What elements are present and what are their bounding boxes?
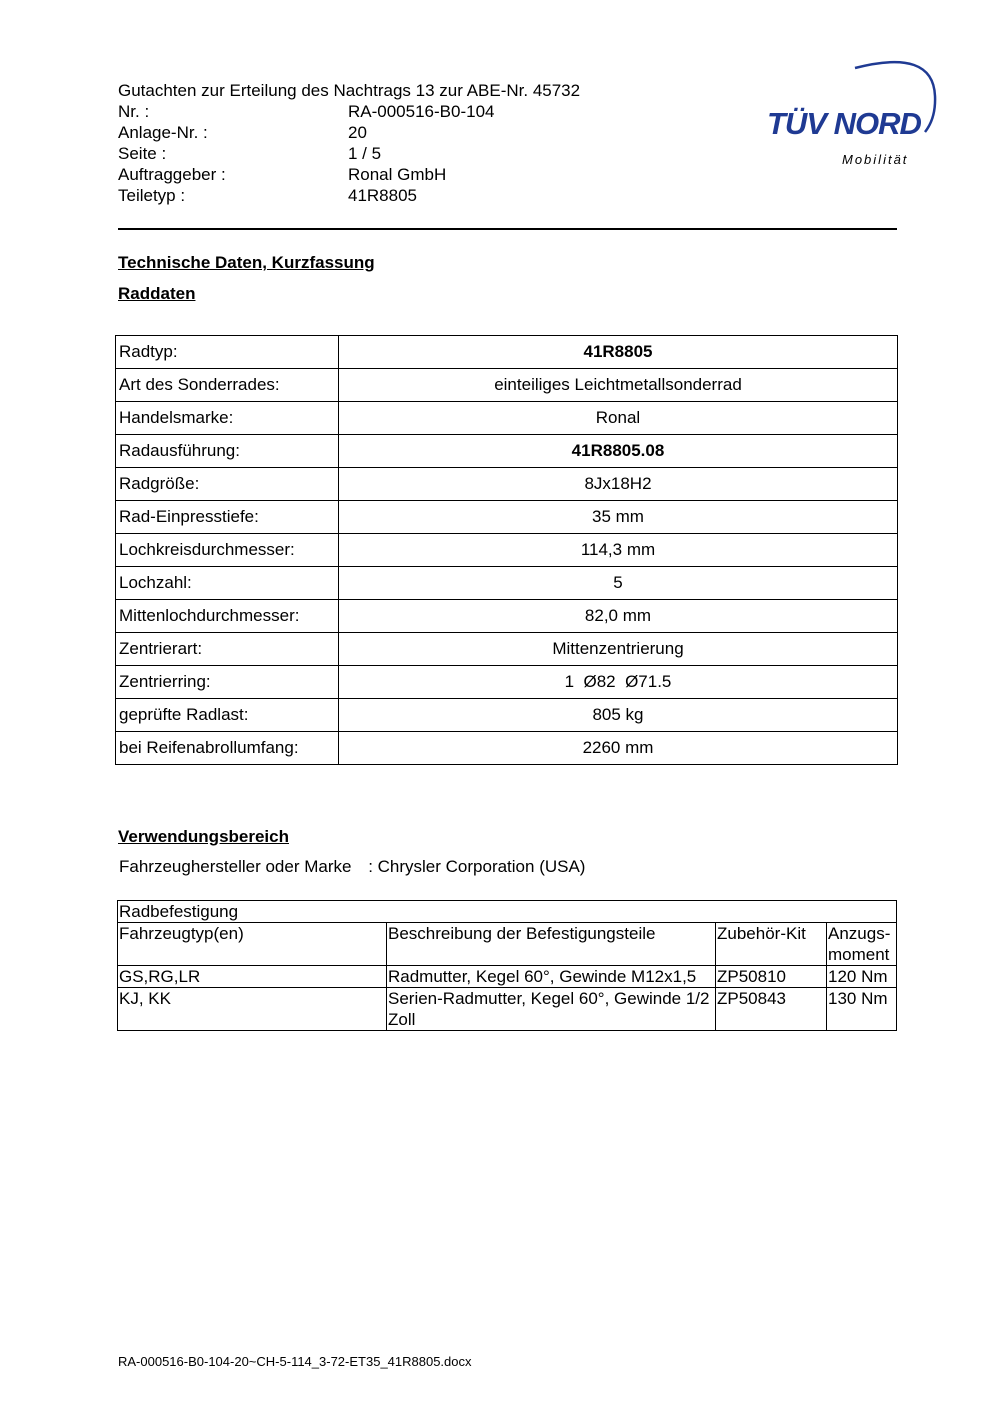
table-cell: ZP50810 (716, 966, 827, 988)
row-label: Radausführung: (116, 435, 339, 468)
row-label: Radtyp: (116, 336, 339, 369)
row-label: Lochzahl: (116, 567, 339, 600)
table-header-row (118, 923, 897, 966)
table-row (116, 600, 898, 633)
header-value: 41R8805 (348, 186, 418, 205)
table-title-row (118, 901, 897, 923)
column-header: Beschreibung der Befestigungsteile (387, 923, 716, 966)
raddaten-table (115, 335, 898, 765)
row-label: Radgröße: (116, 468, 339, 501)
section-title-raddaten: Raddaten (118, 284, 196, 303)
header-value: 20 (348, 123, 367, 142)
table-cell: 120 Nm (827, 966, 897, 988)
row-value: 5 (339, 567, 898, 600)
row-label: Mittenlochdurchmesser: (116, 600, 339, 633)
header-field-nr (118, 101, 495, 122)
table-cell: Radmutter, Kegel 60°, Gewinde M12x1,5 (387, 966, 716, 988)
header-value: RA-000516-B0-104 (348, 102, 495, 121)
row-value: 35 mm (339, 501, 898, 534)
header-field-seite (118, 143, 382, 164)
table-cell: ZP50843 (716, 988, 827, 1031)
row-value: Mittenzentrierung (339, 633, 898, 666)
column-header: Zubehör-Kit (716, 923, 827, 966)
header-label: Auftraggeber : (118, 165, 226, 184)
table-row (116, 534, 898, 567)
table-row (116, 501, 898, 534)
row-label: Zentrierring: (116, 666, 339, 699)
section-title-verwendungsbereich: Verwendungsbereich (118, 827, 289, 846)
row-label: Rad-Einpresstiefe: (116, 501, 339, 534)
table-row (116, 369, 898, 402)
row-value: 805 kg (339, 699, 898, 732)
row-value: 41R8805.08 (339, 435, 898, 468)
header-field-teiletyp (118, 185, 418, 206)
section-title-technische-daten: Technische Daten, Kurzfassung (118, 253, 375, 272)
logo-brand: TÜV NORD (767, 106, 921, 141)
table-row (116, 435, 898, 468)
header-label: Seite : (118, 144, 167, 163)
table-row (116, 732, 898, 765)
table-row (116, 402, 898, 435)
header-label: Anlage-Nr. : (118, 123, 208, 142)
document-title: Gutachten zur Erteilung des Nachtrags 13 zur ABE-Nr. 45732 (118, 81, 581, 100)
table-row (118, 988, 897, 1031)
table-row (116, 336, 898, 369)
tuv-nord-logo (763, 56, 943, 171)
row-value: 8Jx18H2 (339, 468, 898, 501)
row-value: 2260 mm (339, 732, 898, 765)
header-label: Teiletyp : (118, 186, 186, 205)
table-cell: 130 Nm (827, 988, 897, 1031)
row-value: 114,3 mm (339, 534, 898, 567)
row-label: Handelsmarke: (116, 402, 339, 435)
header-label: Nr. : (118, 102, 150, 121)
usage-line (118, 857, 585, 877)
radbefestigung-table (117, 900, 897, 1031)
row-value: Ronal (339, 402, 898, 435)
header-value: 1 / 5 (348, 144, 382, 163)
table-row (116, 633, 898, 666)
row-label: bei Reifenabrollumfang: (116, 732, 339, 765)
header-field-auftraggeber (118, 164, 447, 185)
usage-value: : Chrysler Corporation (USA) (368, 857, 586, 876)
row-value: 82,0 mm (339, 600, 898, 633)
header-divider (118, 228, 897, 230)
row-value: 41R8805 (339, 336, 898, 369)
row-label: Art des Sonderrades: (116, 369, 339, 402)
table-row (116, 699, 898, 732)
table-title: Radbefestigung (118, 901, 897, 923)
logo-subtitle: Mobilität (842, 152, 909, 167)
row-value: 1 Ø82 Ø71.5 (339, 666, 898, 699)
footer-filename: RA-000516-B0-104-20~CH-5-114_3-72-ET35_41R8805.docx (118, 1354, 472, 1369)
table-cell: GS,RG,LR (118, 966, 387, 988)
row-label: Lochkreisdurchmesser: (116, 534, 339, 567)
column-header: Anzugs- moment (827, 923, 897, 966)
table-row (116, 468, 898, 501)
table-row (116, 666, 898, 699)
table-cell: KJ, KK (118, 988, 387, 1031)
row-value: einteiliges Leichtmetallsonderrad (339, 369, 898, 402)
column-header: Fahrzeugtyp(en) (118, 923, 387, 966)
header-field-anlage (118, 122, 367, 143)
row-label: geprüfte Radlast: (116, 699, 339, 732)
table-cell: Serien-Radmutter, Kegel 60°, Gewinde 1/2 Zoll (387, 988, 716, 1031)
usage-label: Fahrzeughersteller oder Marke (119, 857, 352, 876)
table-row (116, 567, 898, 600)
header-value: Ronal GmbH (348, 165, 447, 184)
table-row (118, 966, 897, 988)
row-label: Zentrierart: (116, 633, 339, 666)
